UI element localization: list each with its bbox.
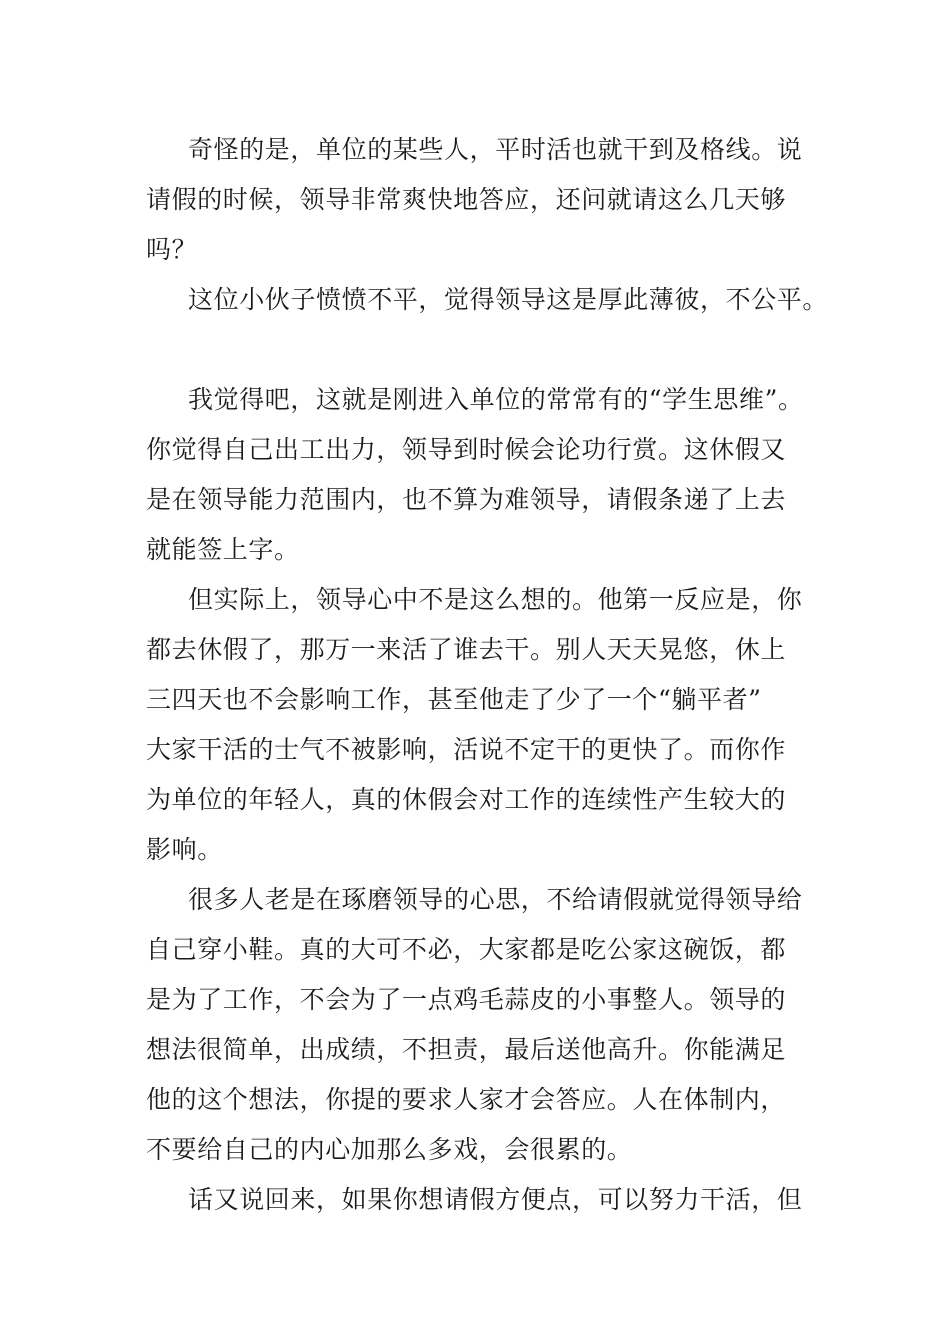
text-line: 他的这个想法，你提的要求人家才会答应。人在体制内，	[146, 1085, 787, 1114]
text-line: 请假的时候，领导非常爽快地答应，还问就请这么几天够	[146, 185, 787, 214]
text-line: 三四天也不会影响工作，甚至他走了少了一个“躺平者”	[146, 685, 762, 714]
text-line: 奇怪的是，单位的某些人，平时活也就干到及格线。说	[188, 135, 803, 164]
text-line: 话又说回来，如果你想请假方便点，可以努力干活，但	[188, 1185, 803, 1214]
text-line: 吗？	[146, 235, 198, 264]
text-line: 大家干活的士气不被影响，活说不定干的更快了。而你作	[146, 735, 787, 764]
text-line: 自己穿小鞋。真的大可不必，大家都是吃公家这碗饭，都	[146, 935, 787, 964]
text-line: 但实际上，领导心中不是这么想的。他第一反应是，你	[188, 585, 803, 614]
text-line: 是为了工作，不会为了一点鸡毛蒜皮的小事整人。领导的	[146, 985, 787, 1014]
text-line: 都去休假了，那万一来活了谁去干。别人天天晃悠，休上	[146, 635, 787, 664]
text-line: 我觉得吧，这就是刚进入单位的常常有的“学生思维”。	[188, 385, 804, 414]
text-line: 是在领导能力范围内，也不算为难领导，请假条递了上去	[146, 485, 787, 514]
text-line: 你觉得自己出工出力，领导到时候会论功行赏。这休假又	[146, 435, 787, 464]
text-line: 很多人老是在琢磨领导的心思，不给请假就觉得领导给	[188, 885, 803, 914]
text-line: 为单位的年轻人，真的休假会对工作的连续性产生较大的	[146, 785, 787, 814]
text-line: 不要给自己的内心加那么多戏，会很累的。	[146, 1135, 633, 1164]
text-line: 想法很简单，出成绩，不担责，最后送他高升。你能满足	[146, 1035, 787, 1064]
text-line: 就能签上字。	[146, 535, 300, 564]
text-line: 这位小伙子愤愤不平，觉得领导这是厚此薄彼，不公平。	[188, 285, 829, 314]
text-line: 影响。	[146, 835, 223, 864]
